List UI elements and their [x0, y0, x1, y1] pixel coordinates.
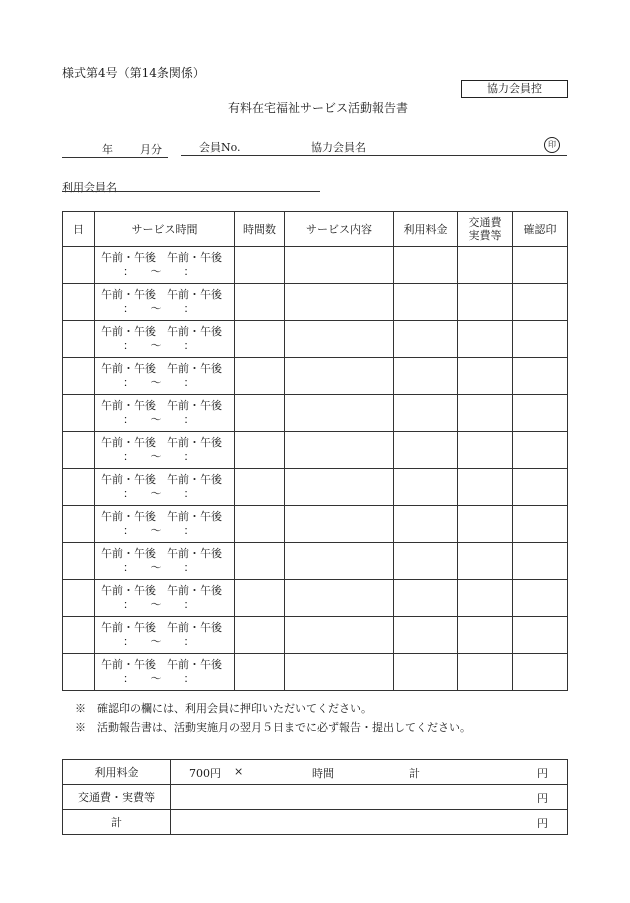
transport-cell[interactable]	[458, 654, 513, 691]
transport-cell[interactable]	[458, 284, 513, 321]
summary-total: 計	[409, 767, 420, 780]
header-day: 日	[63, 212, 95, 247]
time-slot-range: ： ～ ：	[123, 672, 195, 685]
time-slot-range: ： ～ ：	[123, 635, 195, 648]
day-cell[interactable]	[63, 321, 95, 358]
fee-cell[interactable]	[394, 543, 458, 580]
seal-icon: 印	[544, 137, 560, 153]
day-cell[interactable]	[63, 506, 95, 543]
service-time-cell	[95, 654, 235, 691]
service-time-cell	[95, 432, 235, 469]
day-cell[interactable]	[63, 395, 95, 432]
service-content-cell[interactable]	[285, 358, 394, 395]
day-cell[interactable]	[63, 358, 95, 395]
transport-cell[interactable]	[458, 543, 513, 580]
summary-yen-1: 円	[537, 767, 548, 780]
time-slot-range: ： ～ ：	[123, 598, 195, 611]
service-time-cell	[95, 321, 235, 358]
confirm-seal-cell[interactable]	[513, 580, 568, 617]
service-content-cell[interactable]	[285, 617, 394, 654]
period-underline	[62, 157, 168, 158]
header-fee: 利用料金	[394, 212, 458, 247]
service-content-cell[interactable]	[285, 247, 394, 284]
service-content-cell[interactable]	[285, 654, 394, 691]
header-transport: 交通費 実費等	[458, 212, 513, 247]
header-service-content: サービス内容	[285, 212, 394, 247]
time-slot-range: ： ～ ：	[123, 302, 195, 315]
hours-cell[interactable]	[235, 395, 285, 432]
transport-cell[interactable]	[458, 395, 513, 432]
hours-cell[interactable]	[235, 321, 285, 358]
table-row	[63, 617, 568, 654]
hours-cell[interactable]	[235, 469, 285, 506]
table-row	[63, 395, 568, 432]
time-slot-ampm: 午前・午後 午前・午後	[101, 399, 222, 412]
time-slot-range: ： ～ ：	[123, 413, 195, 426]
summary-times: ×	[234, 765, 244, 778]
summary-grand-total-value	[171, 810, 568, 835]
fee-cell[interactable]	[394, 284, 458, 321]
service-time-cell	[95, 284, 235, 321]
service-content-cell[interactable]	[285, 284, 394, 321]
service-content-cell[interactable]	[285, 321, 394, 358]
time-slot-range: ： ～ ：	[123, 339, 195, 352]
document-title: 有料在宅福祉サービス活動報告書	[228, 101, 409, 115]
summary-grand-total-label: 計	[63, 810, 171, 835]
hours-cell[interactable]	[235, 580, 285, 617]
fee-cell[interactable]	[394, 617, 458, 654]
time-slot-ampm: 午前・午後 午前・午後	[101, 621, 222, 634]
service-time-cell	[95, 395, 235, 432]
activity-table	[62, 211, 568, 691]
service-time-cell	[95, 543, 235, 580]
time-slot-range: ： ～ ：	[123, 487, 195, 500]
table-row	[63, 432, 568, 469]
header-hours: 時間数	[235, 212, 285, 247]
member-underline	[181, 155, 567, 156]
day-cell[interactable]	[63, 617, 95, 654]
service-content-cell[interactable]	[285, 543, 394, 580]
fee-cell[interactable]	[394, 358, 458, 395]
confirm-seal-cell[interactable]	[513, 543, 568, 580]
table-row	[63, 321, 568, 358]
user-name-label: 利用会員名	[62, 181, 117, 194]
hours-cell[interactable]	[235, 284, 285, 321]
time-slot-ampm: 午前・午後 午前・午後	[101, 658, 222, 671]
header-service-time: サービス時間	[95, 212, 235, 247]
service-content-cell[interactable]	[285, 432, 394, 469]
summary-row-fee	[63, 760, 568, 785]
hours-cell[interactable]	[235, 358, 285, 395]
transport-cell[interactable]	[458, 358, 513, 395]
day-cell[interactable]	[63, 580, 95, 617]
time-slot-ampm: 午前・午後 午前・午後	[101, 325, 222, 338]
service-content-cell[interactable]	[285, 506, 394, 543]
summary-transport-label: 交通費・実費等	[63, 785, 171, 810]
table-row	[63, 247, 568, 284]
service-content-cell[interactable]	[285, 580, 394, 617]
header-confirm-seal: 確認印	[513, 212, 568, 247]
summary-row-total	[63, 810, 568, 835]
time-slot-ampm: 午前・午後 午前・午後	[101, 584, 222, 597]
fee-cell[interactable]	[394, 432, 458, 469]
user-name-underline	[62, 191, 320, 192]
day-cell[interactable]	[63, 469, 95, 506]
transport-cell[interactable]	[458, 469, 513, 506]
time-slot-range: ： ～ ：	[123, 376, 195, 389]
helper-name-label: 協力会員名	[311, 141, 366, 154]
transport-cell[interactable]	[458, 617, 513, 654]
fee-cell[interactable]	[394, 247, 458, 284]
summary-table	[62, 759, 568, 835]
day-cell[interactable]	[63, 543, 95, 580]
fee-cell[interactable]	[394, 321, 458, 358]
transport-cell[interactable]	[458, 321, 513, 358]
summary-transport-value	[171, 785, 568, 810]
confirm-seal-cell[interactable]	[513, 617, 568, 654]
confirm-seal-cell[interactable]	[513, 321, 568, 358]
time-slot-ampm: 午前・午後 午前・午後	[101, 362, 222, 375]
copy-label-box: 協力会員控	[461, 80, 568, 98]
summary-row-transport	[63, 785, 568, 810]
time-slot-range: ： ～ ：	[123, 265, 195, 278]
fee-cell[interactable]	[394, 580, 458, 617]
confirm-seal-cell[interactable]	[513, 506, 568, 543]
confirm-seal-cell[interactable]	[513, 284, 568, 321]
transport-cell[interactable]	[458, 506, 513, 543]
hours-cell[interactable]	[235, 506, 285, 543]
service-content-cell[interactable]	[285, 469, 394, 506]
fee-cell[interactable]	[394, 506, 458, 543]
month-label: 月分	[140, 143, 162, 156]
table-row	[63, 469, 568, 506]
time-slot-ampm: 午前・午後 午前・午後	[101, 547, 222, 560]
transport-cell[interactable]	[458, 432, 513, 469]
summary-rate: 700円	[189, 767, 221, 780]
day-cell[interactable]	[63, 432, 95, 469]
hours-cell[interactable]	[235, 247, 285, 284]
fee-cell[interactable]	[394, 469, 458, 506]
hours-cell[interactable]	[235, 654, 285, 691]
day-cell[interactable]	[63, 284, 95, 321]
fee-cell[interactable]	[394, 654, 458, 691]
table-row	[63, 654, 568, 691]
note-confirm-seal: ※ 確認印の欄には、利用会員に押印いただいてください。	[75, 702, 372, 715]
summary-fee-label: 利用料金	[63, 760, 171, 785]
confirm-seal-cell[interactable]	[513, 654, 568, 691]
member-no-label: 会員No.	[199, 141, 241, 154]
service-time-cell	[95, 617, 235, 654]
hours-cell[interactable]	[235, 617, 285, 654]
summary-yen-3: 円	[537, 817, 548, 830]
table-row	[63, 284, 568, 321]
table-row	[63, 506, 568, 543]
table-header-row	[63, 212, 568, 247]
time-slot-range: ： ～ ：	[123, 450, 195, 463]
service-time-cell	[95, 506, 235, 543]
time-slot-ampm: 午前・午後 午前・午後	[101, 288, 222, 301]
service-content-cell[interactable]	[285, 395, 394, 432]
time-slot-range: ： ～ ：	[123, 524, 195, 537]
service-time-cell	[95, 469, 235, 506]
service-time-cell	[95, 358, 235, 395]
service-time-cell	[95, 247, 235, 284]
confirm-seal-cell[interactable]	[513, 432, 568, 469]
confirm-seal-cell[interactable]	[513, 247, 568, 284]
time-slot-ampm: 午前・午後 午前・午後	[101, 251, 222, 264]
table-row	[63, 580, 568, 617]
transport-cell[interactable]	[458, 247, 513, 284]
note-submission: ※ 活動報告書は、活動実施月の翌月５日までに必ず報告・提出してください。	[75, 721, 471, 734]
day-cell[interactable]	[63, 654, 95, 691]
summary-hours: 時間	[312, 767, 334, 780]
summary-fee-value	[171, 760, 568, 785]
year-label: 年	[102, 143, 113, 156]
confirm-seal-cell[interactable]	[513, 395, 568, 432]
transport-cell[interactable]	[458, 580, 513, 617]
time-slot-ampm: 午前・午後 午前・午後	[101, 510, 222, 523]
summary-yen-2: 円	[537, 792, 548, 805]
confirm-seal-cell[interactable]	[513, 469, 568, 506]
table-row	[63, 543, 568, 580]
hours-cell[interactable]	[235, 432, 285, 469]
fee-cell[interactable]	[394, 395, 458, 432]
confirm-seal-cell[interactable]	[513, 358, 568, 395]
service-time-cell	[95, 580, 235, 617]
time-slot-range: ： ～ ：	[123, 561, 195, 574]
hours-cell[interactable]	[235, 543, 285, 580]
time-slot-ampm: 午前・午後 午前・午後	[101, 473, 222, 486]
time-slot-ampm: 午前・午後 午前・午後	[101, 436, 222, 449]
table-row	[63, 358, 568, 395]
form-number: 様式第4号（第14条関係）	[62, 66, 205, 80]
day-cell[interactable]	[63, 247, 95, 284]
